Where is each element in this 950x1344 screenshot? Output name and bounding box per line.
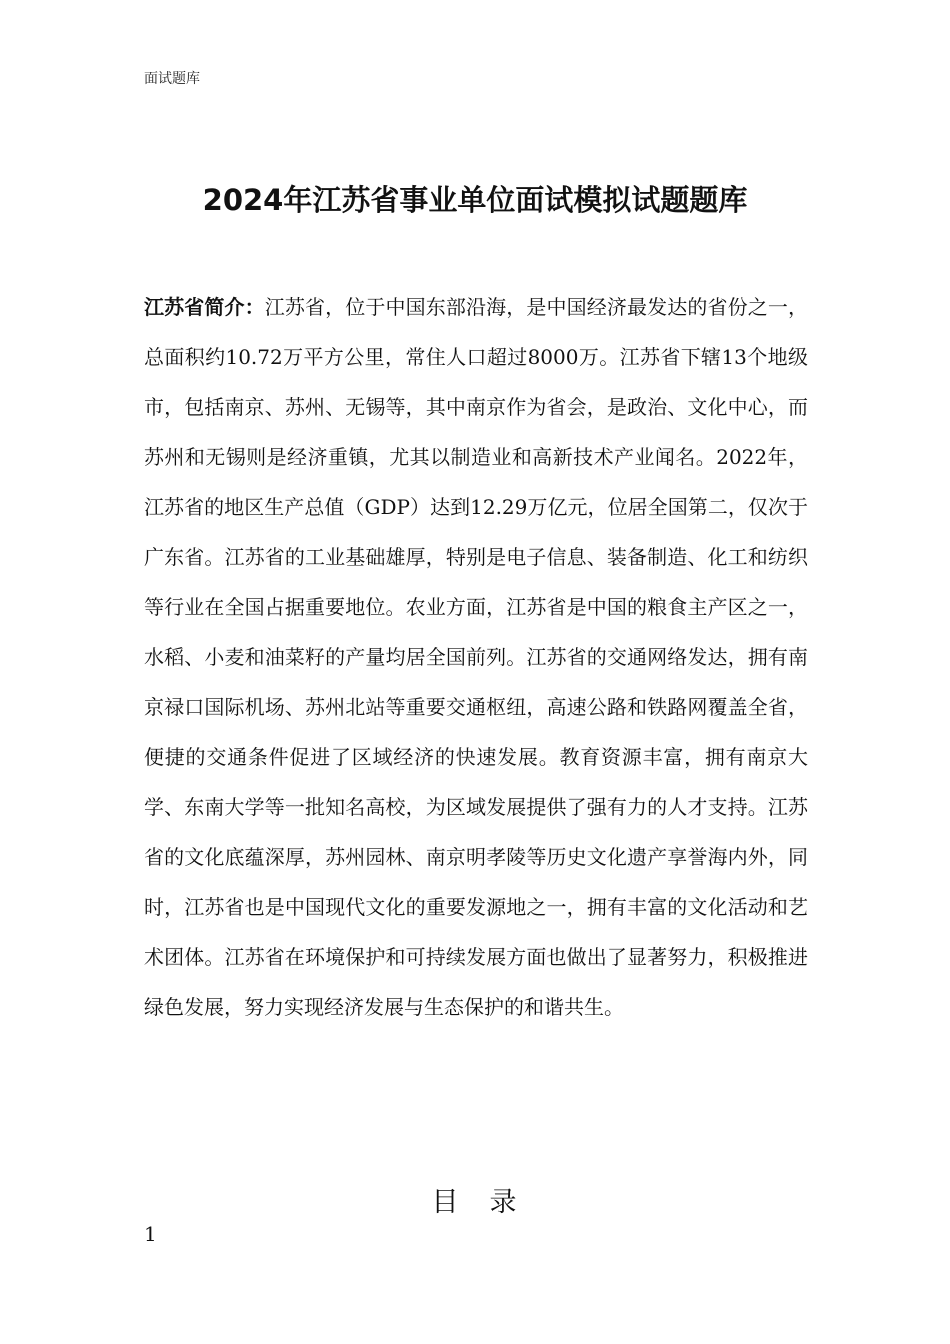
- running-header: 面试题库: [144, 71, 200, 87]
- toc-heading: 目 录: [431, 1187, 519, 1218]
- intro-label: 江苏省简介：: [144, 295, 265, 319]
- intro-text: 江苏省，位于中国东部沿海，是中国经济最发达的省份之一，总面积约10.72万平方公里，常住人口超过8000万。江苏省下辖13个地级市，包括南京、苏州、无锡等，其中南京作为省会，是政治、文化中心，而苏州和无锡则是经济重镇，尤其以制造业和高新技术产业闻名。2022年，江苏省的地区生产总值（GDP）达到12.29万亿元，位居全国第二，仅次于广东省。江苏省的工业基础雄厚，特别是电子信息、装备制造、化工和纺织等行业在全国占据重要地位。农业方面，江苏省是中国的粮食主产区之一，水稻、小麦和油菜籽的产量均居全国前列。江苏省的交通网络发达，拥有南京禄口国际机场、苏州北站等重要交通枢纽，高速公路和铁路网覆盖全省，便捷的交通条件促进了区域经济的快速发展。教育资源丰富，拥有南京大学、东南大学等一批知名高校，为区域发展提供了强有力的人才支持。江苏省的文化底蕴深厚，苏州园林、南京明孝陵等历史文化遗产享誉海内外，同时，江苏省也是中国现代文化的重要发源地之一，拥有丰富的文化活动和艺术团体。江苏省在环境保护和可持续发展方面也做出了显著努力，积极推进绿色发展，努力实现经济发展与生态保护的和谐共生。: [144, 295, 808, 1019]
- document-title: 2024年江苏省事业单位面试模拟试题题库: [202, 183, 748, 217]
- intro-paragraph: [144, 282, 808, 1032]
- page-number: 1: [144, 1222, 157, 1246]
